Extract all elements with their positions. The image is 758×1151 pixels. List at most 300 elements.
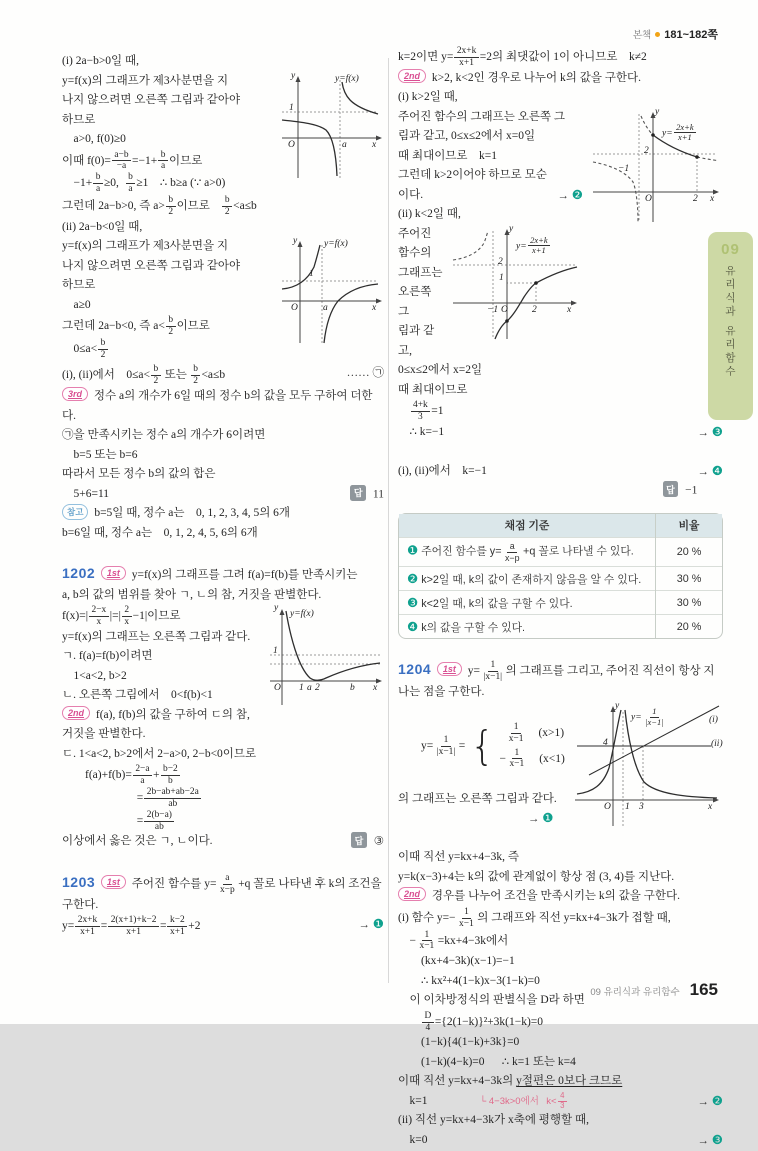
fraction — [417, 930, 437, 953]
text-line: −1+ $\frac{b}{a}$ ≥0, $\frac{b}{a}$ ≥1 ∴ b≥a (∵ a>0) — [62, 172, 226, 195]
solution-block — [398, 225, 723, 462]
text-line: 구한다. — [62, 898, 99, 911]
curve-label: y= $\frac{1}{|x-1|}$ — [631, 707, 667, 728]
text-line: → ❹ (i), (ii)에서 k=−1 — [398, 462, 723, 482]
table-header-criteria: 채점 기준 — [399, 514, 656, 538]
numerator: 2x+k — [528, 236, 551, 247]
fraction — [133, 764, 152, 787]
text-line: 참고 b=5일 때, 정수 a는 0, 1, 2, 3, 4, 5의 6개 — [62, 504, 384, 524]
fraction — [457, 907, 477, 930]
denominator: 2 — [100, 349, 106, 360]
denominator: x−1 — [459, 918, 474, 929]
text-line: → ❷ 이다. — [398, 186, 723, 206]
tick-label: 2 — [498, 256, 503, 267]
graph-svg — [266, 607, 384, 707]
text-line: a>0, f(0)≥0 — [62, 133, 126, 145]
numerator: 1 — [650, 707, 659, 718]
right-note: 답 11 — [350, 485, 384, 505]
tick-label: 2 — [693, 193, 698, 204]
denominator: x+1 — [169, 926, 185, 937]
text-line: 주어진 함수의 그래프는 오른쪽 그 — [398, 110, 566, 123]
right-note: …… ㉠ — [346, 367, 384, 380]
criteria-cell: ❹ k의 값을 구할 수 있다. — [399, 615, 656, 639]
text-line: ㄷ. 1<a<2, b>2에서 2−a>0, 2−b<0이므로 — [62, 747, 257, 760]
step-badge: 1st — [101, 566, 126, 580]
numerator: b — [93, 172, 103, 184]
right-note: 답 −1 — [663, 481, 698, 501]
tick-label: −1 — [618, 163, 630, 174]
fraction — [144, 787, 201, 810]
fraction — [643, 707, 666, 728]
numerator: 4 — [558, 1092, 567, 1102]
solution-block — [62, 237, 384, 360]
numerator: b — [126, 172, 136, 184]
tick-label: 1 — [273, 646, 278, 657]
y-axis-label: y — [274, 603, 279, 614]
text-line: 그런데 k>2이어야 하므로 모순 — [398, 169, 547, 182]
answer-badge: 답 — [350, 485, 366, 501]
fraction — [89, 605, 109, 628]
text-line: ㉠을 만족시키는 정수 a의 개수가 6이려면 — [62, 429, 266, 442]
denominator: x−1 — [419, 941, 435, 952]
text-line: (i) 2a−b>0일 때, — [62, 55, 140, 67]
circled-number: ❶ — [542, 811, 554, 826]
text-line: 주어진 함수의 그래프는 오른쪽 그 — [398, 227, 446, 318]
figure-case1-hyperbola — [278, 70, 384, 182]
text-line: 때 최대이므로 k=1 — [398, 149, 498, 162]
grading-criteria-table — [398, 513, 723, 639]
numerator: 2−a — [133, 764, 152, 776]
origin-label: O — [645, 193, 652, 204]
text-line: (i) k>2일 때, — [398, 91, 458, 104]
text-line: = $\frac{2(b-a)}{ab}$ — [62, 810, 384, 833]
text-lines — [62, 706, 384, 852]
denominator: x+1 — [80, 926, 95, 937]
solution-block — [62, 364, 384, 543]
text-line: a, b의 값의 범위를 찾아 ㄱ, ㄴ의 참, 거짓을 판별한다. — [62, 588, 322, 601]
figure-k-greater-2-graph — [591, 106, 723, 226]
numerator: 2b−ab+ab−2a — [144, 787, 201, 799]
text-line: 나는 점을 구한다. — [398, 685, 485, 698]
circled-number: ❶ — [372, 917, 384, 932]
table-row — [399, 537, 722, 566]
text-lines — [62, 52, 384, 72]
numerator: b — [191, 364, 201, 376]
text-lines — [62, 564, 384, 605]
text-line: 이 이차방정식의 판별식을 D라 하면 — [398, 994, 585, 1007]
text-line — [398, 442, 723, 462]
curve-label: y=f(x) — [335, 73, 359, 84]
underlined-phrase: y절편은 0보다 크므로 — [516, 1075, 623, 1088]
fraction — [98, 338, 108, 361]
circled-number: ❸ — [711, 424, 723, 439]
right-note: → ❷ — [557, 187, 583, 202]
figure-case2-hyperbola — [278, 236, 384, 347]
x-axis-label: x — [567, 304, 572, 315]
text-line: y=f(x)의 그래프는 오른쪽 그림과 같다. — [62, 630, 251, 643]
text-line: f(x)=| $\frac{2-x}{x}$ |=| $\frac{2}{x}$ −1|이므로 — [62, 605, 181, 627]
text-line: ㄴ. 오른쪽 그림에서 0<f(b)<1 — [62, 689, 213, 702]
denominator: x+1 — [126, 926, 141, 937]
table-row — [399, 567, 722, 591]
numerator: b — [166, 195, 176, 207]
origin-label: O — [291, 303, 298, 314]
numerator: 1 — [512, 748, 522, 760]
brace-icon: { — [470, 722, 495, 770]
solution-block — [62, 72, 384, 218]
fraction — [507, 748, 527, 771]
numerator: 2x+k — [674, 123, 697, 134]
text-line: y=k(x−3)+4는 k의 값에 관계없이 항상 점 (3, 4)를 지난다. — [398, 870, 675, 883]
numerator: 2(b−a) — [144, 810, 174, 822]
chapter-title-vertical: 유리식과 유리함수 — [724, 265, 736, 379]
tick-label: 2 — [315, 683, 320, 694]
numerator: 2−x — [89, 605, 109, 617]
fraction — [528, 236, 551, 257]
solution-block — [398, 702, 723, 848]
denominator: x+1 — [678, 132, 692, 143]
solution-block — [398, 462, 723, 501]
text-line: y=f(x)의 그래프가 제3사분면을 지 — [62, 74, 229, 87]
fraction — [108, 915, 159, 938]
text-line: ㄱ. f(a)=f(b)이려면 — [62, 650, 153, 663]
column-divider — [388, 58, 389, 983]
text-lines — [62, 364, 384, 543]
tick-label: −1 — [487, 304, 499, 315]
answer-badge: 답 — [663, 481, 679, 497]
text-line: 이때 직선 y=kx+4−3k의 y절편은 0보다 크므로 — [398, 1075, 623, 1088]
tick-label: b — [350, 683, 355, 694]
circled-number: ❸ — [711, 1132, 723, 1147]
denominator: a — [161, 161, 166, 172]
numerator: 2(x+1)+k−2 — [108, 915, 159, 927]
figure-1204-graph — [573, 701, 723, 830]
text-line: = $\frac{2b-ab+ab-2a}{ab}$ — [62, 787, 384, 810]
text-line: a≥0 — [62, 298, 91, 311]
origin-label: O — [501, 304, 508, 315]
tick-label: a — [323, 303, 328, 314]
fraction — [674, 123, 697, 144]
text-line: y=f(x)의 그래프가 제3사분면을 지 — [62, 240, 229, 253]
ratio-cell: 30 % — [656, 567, 723, 591]
circled-number: ❹ — [711, 463, 723, 478]
denominator: 2 — [168, 206, 174, 217]
text-line: b=6일 때, 정수 a는 0, 1, 2, 4, 5, 6의 6개 — [62, 526, 258, 539]
problem-1203 — [62, 873, 384, 938]
tick-label: a — [342, 139, 347, 150]
numerator: b — [158, 150, 168, 162]
tick-label: 3 — [639, 802, 644, 813]
fraction — [166, 315, 176, 338]
table-header-ratio: 비율 — [656, 514, 723, 538]
solution-block — [398, 108, 723, 225]
numerator: 2x+k — [454, 46, 478, 58]
fraction — [222, 195, 232, 218]
fraction — [217, 873, 237, 896]
fraction — [122, 605, 132, 628]
solution-block — [398, 46, 723, 108]
curve-label: y= $\frac{2x+k}{x+1}$ — [516, 236, 551, 257]
y-axis-label: y — [615, 701, 620, 712]
right-note: → ❹ — [697, 463, 723, 478]
numerator: D — [422, 1011, 434, 1023]
header-page-range: 181~182쪽 — [664, 29, 718, 41]
numerator: a — [223, 873, 232, 885]
denominator: x — [96, 616, 102, 627]
solution-block — [62, 605, 384, 706]
text-line: (i) 함수 y=− $\frac{1}{x-1}$ 의 그래프와 직선 y=kx+4−3k가 접할 때, — [398, 906, 671, 929]
text-lines — [398, 660, 723, 702]
text-line: (kx+4−3k)(x−1)=−1 — [398, 955, 515, 968]
y-axis-label: y — [509, 223, 514, 234]
text-line: − $\frac{1}{x-1}$ =kx+4−3k에서 — [398, 929, 509, 952]
graph-svg — [278, 74, 384, 182]
text-line: 1202 1st y=f(x)의 그래프를 그려 f(a)=f(b)를 만족시키는 — [62, 565, 358, 582]
denominator: 2 — [153, 376, 159, 387]
tick-label: 1 — [289, 102, 294, 113]
text-line: → ❷ k=1 └ 4−3k>0에서 k< $\frac{4}{3}$ — [398, 1092, 723, 1112]
denominator: b — [168, 776, 173, 787]
denominator: 2 — [168, 326, 174, 337]
text-line: 따라서 모든 정수 b의 값의 합은 — [62, 468, 216, 481]
denominator: ab — [154, 821, 164, 832]
piecewise-definition — [421, 722, 565, 770]
criteria-cell: ❷ k>2일 때, k의 값이 존재하지 않음을 알 수 있다. — [399, 567, 656, 591]
fraction — [93, 172, 103, 195]
text-lines — [62, 873, 384, 938]
text-line: 그런데 2a−b<0, 즉 a< $\frac{b}{2}$ 이므로 — [62, 315, 210, 337]
fraction — [454, 46, 478, 69]
step-badge: 2nd — [62, 706, 90, 720]
numerator: b — [151, 364, 161, 376]
orange-dot-icon — [655, 32, 660, 37]
denominator: |x−1| — [436, 746, 456, 757]
text-line: 3rd 정수 a의 개수가 6일 때의 정수 b의 값을 모두 구하여 더한다. — [62, 389, 373, 422]
line-ii-label: (ii) — [711, 739, 723, 750]
x-axis-label: x — [708, 802, 713, 813]
text-line: 하므로 — [62, 279, 96, 292]
x-axis-label: x — [372, 139, 377, 150]
numerator: b−2 — [161, 764, 181, 776]
text-line: 하므로 — [62, 113, 96, 126]
x-axis-label: x — [373, 683, 378, 694]
text-line: $\frac{4+k}{3}$ =1 — [398, 400, 723, 423]
denominator: x−p — [505, 552, 520, 563]
text-line: ∴ kx²+4(1−k)x−3(1−k)=0 — [398, 974, 540, 987]
denominator: x−1 — [508, 733, 524, 744]
text-line: (1−k){4(1−k)+3k}=0 — [398, 1036, 520, 1049]
text-lines — [398, 46, 723, 108]
fraction — [434, 735, 458, 758]
reference-badge: 참고 — [62, 504, 88, 520]
y-axis-label: y — [291, 70, 296, 81]
text-line — [398, 829, 723, 849]
x-axis-label: x — [710, 193, 715, 204]
tick-label: 1 — [499, 272, 504, 283]
problem-1204 — [398, 660, 723, 702]
circled-number: ❷ — [711, 1093, 723, 1108]
tick-label: a — [307, 683, 312, 694]
criteria-cell: ❸ k<2일 때, k의 값을 구할 수 있다. — [399, 591, 656, 615]
numerator: b — [98, 338, 108, 350]
ratio-cell: 20 % — [656, 615, 723, 639]
right-note: → ❶ — [527, 811, 554, 826]
solution-block — [62, 706, 384, 852]
table-row — [399, 615, 722, 639]
figure-k-less-2-graph — [451, 223, 583, 343]
text-line: 림과 같고, 0≤x≤2에서 x=2일 — [398, 325, 483, 377]
problem-1202 — [62, 564, 384, 605]
pink-annotation: └ 4−3k>0에서 k< $\frac{4}{3}$ — [480, 1096, 568, 1107]
graph-svg — [591, 110, 723, 226]
fraction — [411, 400, 431, 423]
denominator: a — [96, 184, 101, 195]
y-axis-label: y — [655, 106, 660, 117]
numerator: 4+k — [411, 400, 431, 412]
denominator: x+1 — [532, 245, 546, 256]
origin-label: O — [274, 683, 281, 694]
numerator: b — [222, 195, 232, 207]
numerator: 2x+k — [75, 915, 99, 927]
tick-label: 1 — [625, 802, 630, 813]
denominator: −a — [116, 161, 127, 172]
text-line: 1<a<2, b>2 — [62, 669, 127, 682]
text-line: 나지 않으려면 오른쪽 그림과 같아야 — [62, 259, 241, 272]
text-line: …… ㉠ (i), (ii)에서 0≤a< $\frac{b}{2}$ 또는 $\frac{b}{2}$ <a≤b — [62, 364, 384, 387]
numerator: 2 — [122, 605, 132, 617]
fraction — [167, 915, 187, 938]
tick-label: 1 — [299, 683, 304, 694]
denominator: x−p — [219, 884, 235, 895]
right-note: 답 ③ — [351, 832, 384, 852]
fraction — [558, 1092, 567, 1111]
step-badge: 3rd — [62, 387, 88, 401]
fraction — [112, 150, 131, 173]
tick-label: 1 — [309, 269, 314, 280]
fraction — [506, 722, 526, 745]
fraction — [158, 150, 168, 173]
line-i-label: (i) — [709, 715, 718, 726]
text-line: → ❸ k=0 — [398, 1131, 723, 1151]
problem-number: 1204 — [398, 661, 432, 678]
right-note: → ❸ — [697, 424, 723, 439]
text-line: 2nd 경우를 나누어 조건을 만족시키는 k의 값을 구한다. — [398, 887, 723, 907]
answer-badge: 답 — [351, 832, 367, 848]
numerator: b — [166, 315, 176, 327]
step-badge: 2nd — [398, 69, 426, 83]
piecewise-cases — [499, 722, 564, 770]
text-line: (ii) k<2일 때, — [398, 208, 461, 221]
text-line: 그런데 2a−b>0, 즉 a> $\frac{b}{2}$ 이므로 $\frac{b}{2}$ <a≤b — [62, 194, 257, 217]
text-line: → ❸ ∴ k=−1 — [398, 423, 723, 443]
step-badge: 2nd — [398, 887, 426, 901]
right-note: → ❶ — [358, 917, 384, 932]
text-line: → ❶ y= $\frac{2x+k}{x+1}$ = $\frac{2(x+1)+k-2}{x+1}$ = $\frac{k-2}{x+1}$ +2 — [62, 915, 384, 937]
graph-svg — [278, 239, 384, 347]
tick-label: 2 — [644, 145, 649, 156]
x-axis-label: x — [372, 303, 377, 314]
page-footer — [590, 980, 718, 1000]
circled-number: ❹ — [407, 619, 419, 634]
figure-1202-graph — [266, 603, 384, 707]
piecewise-lead: y= $\frac{1}{|x-1|}$ = — [421, 734, 466, 757]
header-book-label: 본책 — [632, 30, 652, 41]
fraction — [166, 195, 176, 218]
text-line: 1203 1st 주어진 함수를 y= $\frac{a}{x-p}$ +q 꼴로 나타낸 후 k의 조건을 — [62, 872, 382, 895]
chapter-number: 09 — [721, 241, 740, 258]
denominator: |x−1| — [483, 672, 503, 683]
tick-label: 4 — [603, 738, 608, 749]
text-line — [398, 481, 723, 501]
circled-number: ❸ — [407, 595, 419, 610]
problem-number: 1202 — [62, 565, 96, 582]
denominator: 2 — [193, 376, 198, 387]
fraction — [75, 915, 99, 938]
criteria-cell: ❶ 주어진 함수를 y= $\frac{a}{x-p}$ +q 꼴로 나타낼 수 있다. — [399, 537, 656, 566]
curve-label: y=f(x) — [324, 239, 348, 250]
step-badge: 1st — [437, 662, 462, 676]
denominator: 2 — [224, 206, 230, 217]
fraction — [144, 810, 174, 833]
text-line: 1204 1st y= $\frac{1}{|x-1|}$ 의 그래프를 그리고, 주어진 직선이 항상 지 — [398, 660, 715, 683]
text-line: (ii) 2a−b<0일 때, — [62, 220, 143, 233]
origin-label: O — [288, 139, 295, 150]
text-line: $\frac{D}{4}$ ={2(1−k)}²+3k(1−k)=0 — [398, 1011, 723, 1034]
numerator: a−b — [112, 150, 131, 162]
text-lines — [398, 462, 723, 501]
piecewise-case-2: − $\frac{1}{x-1}$ (x<1) — [499, 747, 565, 770]
denominator: |x−1| — [645, 717, 664, 728]
right-note: → ❸ — [697, 1132, 723, 1147]
text-line: 의 그래프는 오른쪽 그림과 같다. — [398, 792, 557, 805]
denominator: 4 — [425, 1022, 431, 1033]
numerator: a — [507, 541, 517, 552]
denominator: x−1 — [509, 759, 525, 770]
numerator: 1 — [462, 907, 472, 919]
numerator: k−2 — [167, 915, 187, 927]
curve-label: y= $\frac{2x+k}{x+1}$ — [662, 123, 697, 144]
circled-number: ❷ — [407, 571, 419, 586]
text-line: f(a)+f(b)= $\frac{2-a}{a}$ + $\frac{b-2}{b}$ — [62, 764, 384, 787]
footer-chapter-title: 09 유리식과 유리함수 — [590, 987, 680, 998]
text-line: 이때 f(0)= $\frac{a-b}{-a}$ =−1+ $\frac{b}{a}$ 이므로 — [62, 149, 203, 172]
fraction — [161, 764, 181, 787]
fraction — [191, 364, 201, 387]
numerator: 1 — [441, 735, 451, 747]
text-line: 답 11 5+6=11 — [62, 485, 384, 505]
text-line: 2nd k>2, k<2인 경우로 나누어 k의 값을 구한다. — [398, 69, 723, 89]
circled-number: ❶ — [407, 543, 419, 558]
text-line: k=2이면 y= $\frac{2x+k}{x+1}$ =2의 최댓값이 1이 아니므로 k≠2 — [398, 46, 647, 68]
text-lines — [62, 218, 384, 238]
text-line: b=5 또는 b=6 — [62, 448, 138, 461]
table-row — [399, 591, 722, 615]
text-line: 때 최대이므로 — [398, 383, 468, 396]
piecewise-case-1: $\frac{1}{x-1}$ (x>1) — [499, 722, 564, 745]
text-line: 나지 않으려면 오른쪽 그림과 같아야 — [62, 94, 241, 106]
ratio-cell: 30 % — [656, 591, 723, 615]
text-line: 2nd f(a), f(b)의 값을 구하여 ㄷ의 참, 거짓을 판별한다. — [62, 707, 253, 741]
solution-block — [62, 218, 384, 238]
fraction — [503, 541, 523, 562]
tick-label: 2 — [532, 304, 537, 315]
denominator: a — [128, 184, 133, 195]
text-line: 0≤a< $\frac{b}{2}$ — [62, 338, 384, 361]
footer-page-number: 165 — [689, 980, 718, 999]
solution-block — [62, 52, 384, 72]
text-line: (1−k)(4−k)=0 ∴ k=1 또는 k=4 — [398, 1055, 576, 1068]
text-line: 이때 직선 y=kx+4−3k, 즉 — [398, 851, 520, 864]
